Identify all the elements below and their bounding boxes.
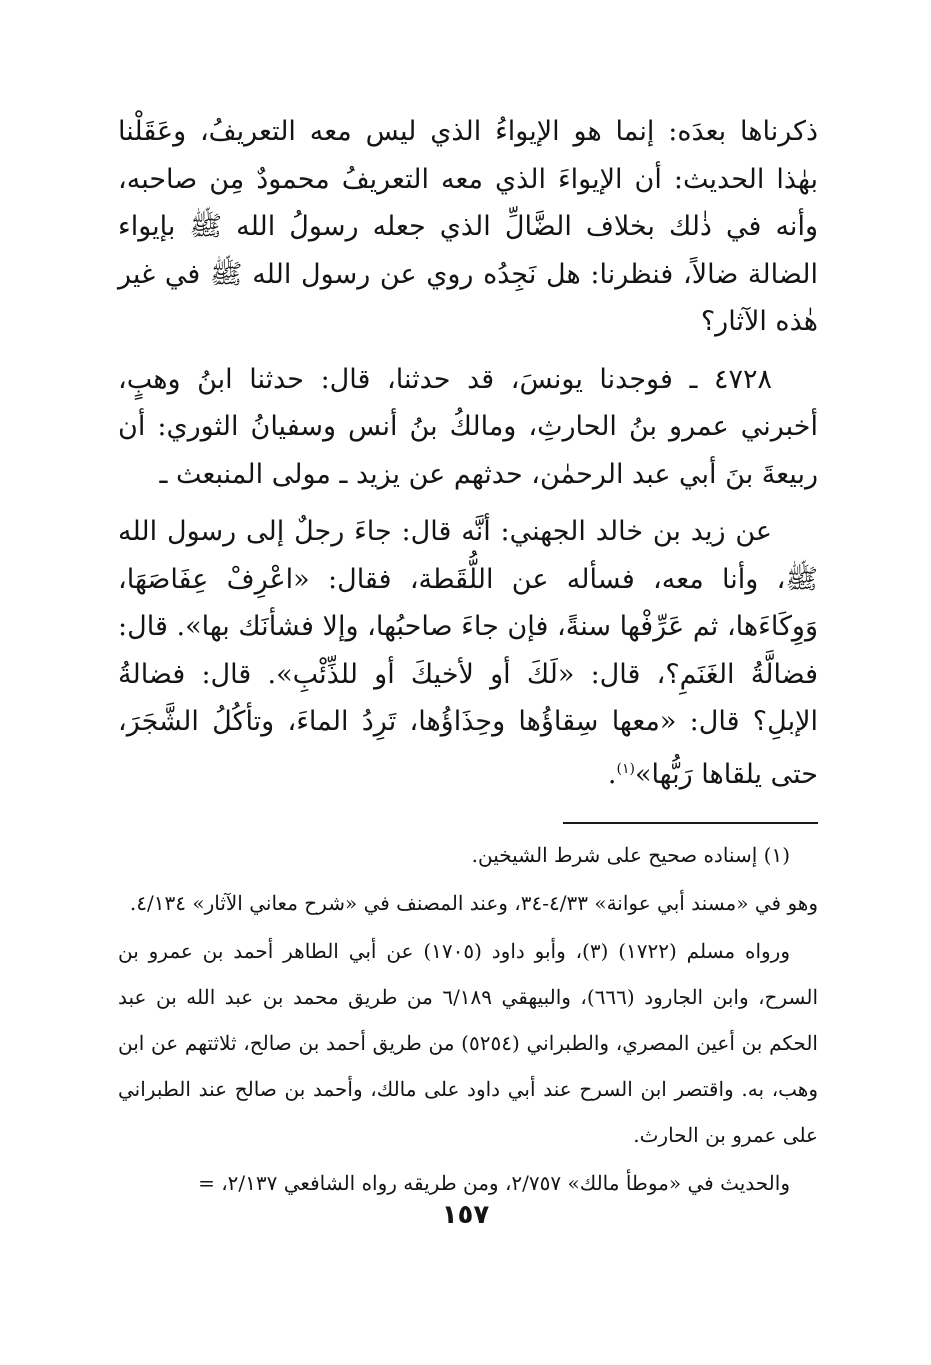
paragraph-intro: ذكرناها بعدَه: إنما هو الإيواءُ الذي ليس معه التعريفُ، وعَقَلْنا بهٰذا الحديث: أن الإيواءَ الذي معه التعريفُ محمودٌ مِن صاحبه، وأنه في ذٰلك بخلاف الضَّالِّ الذي جعله رسولُ الله ﷺ بإيواء الضالة ضالاً، فنظرنا: هل نَجِدُه روي عن رسول الله ﷺ في غير هٰذه الآثار؟ <box>118 116 818 337</box>
page-content <box>118 108 818 1206</box>
footnote-line-4: والحديث في «موطأ مالك» ٢/٧٥٧، ومن طريقه رواه الشافعي ٢/١٣٧، = <box>198 1171 790 1195</box>
hadith-matn-text: عن زيد بن خالد الجهني: أنَّه قال: جاءَ رجلٌ إلى رسول الله ﷺ، وأنا معه، فسأله عن اللُّقَطة، فقال: «اعْرِفْ عِفَاصَهَا، وَوِكَاءَها، ثم عَرِّفْها سنةً، فإن جاءَ صاحبُها، وإلا فشأنَك بها». قال: فضالَّةُ الغَنَمِ؟، قال: «لَكَ أو لأخيكَ أو للذِّئْبِ». قال: فضالةُ الإبلِ؟ قال: «معها سِقاؤُها وحِذَاؤُها، تَرِدُ الماءَ، وتأكُلُ الشَّجَرَ، حتى يلقاها رَبُّها» <box>118 516 818 790</box>
footnote-line-3: ورواه مسلم (١٧٢٢) (٣)، وأبو داود (١٧٠٥) عن أبي الطاهر أحمد بن عمرو بن السرح، وابن الجارود (٦٦٦)، والبيهقي ٦/١٨٩ من طريق محمد بن عبد الله بن عبد الحكم بن أعين المصري، والطبراني (٥٢٥٤) من طريق أحمد بن صالح، ثلاثتهم عن ابن وهب، به. واقتصر ابن السرح عند أبي داود على مالك، وأحمد بن صالح عند الطبراني على عمرو بن الحارث. <box>118 939 818 1147</box>
footnote-line-2: وهو في «مسند أبي عوانة» ٤/٣٣-٣٤، وعند المصنف في «شرح معاني الآثار» ٤/١٣٤. <box>129 891 818 915</box>
paragraph-hadith-4728-matn <box>118 508 818 798</box>
footnote-line-1: (١) إسناده صحيح على شرط الشيخين. <box>471 843 790 867</box>
paragraph-hadith-4728-isnad: ٤٧٢٨ ـ فوجدنا يونسَ، قد حدثنا، قال: حدثنا ابنُ وهبٍ، أخبرني عمرو بنُ الحارثِ، ومالكُ بنُ أنس وسفيانُ الثوري: أن ربيعةَ بنَ أبي عبد الرحمٰن، حدثهم عن يزيد ـ مولى المنبعث ـ <box>118 363 818 490</box>
end-mark: . <box>607 758 617 790</box>
footnote-reference: (١) <box>616 760 635 777</box>
page-number: ١٥٧ <box>441 1200 490 1230</box>
footnote-divider <box>563 822 818 824</box>
